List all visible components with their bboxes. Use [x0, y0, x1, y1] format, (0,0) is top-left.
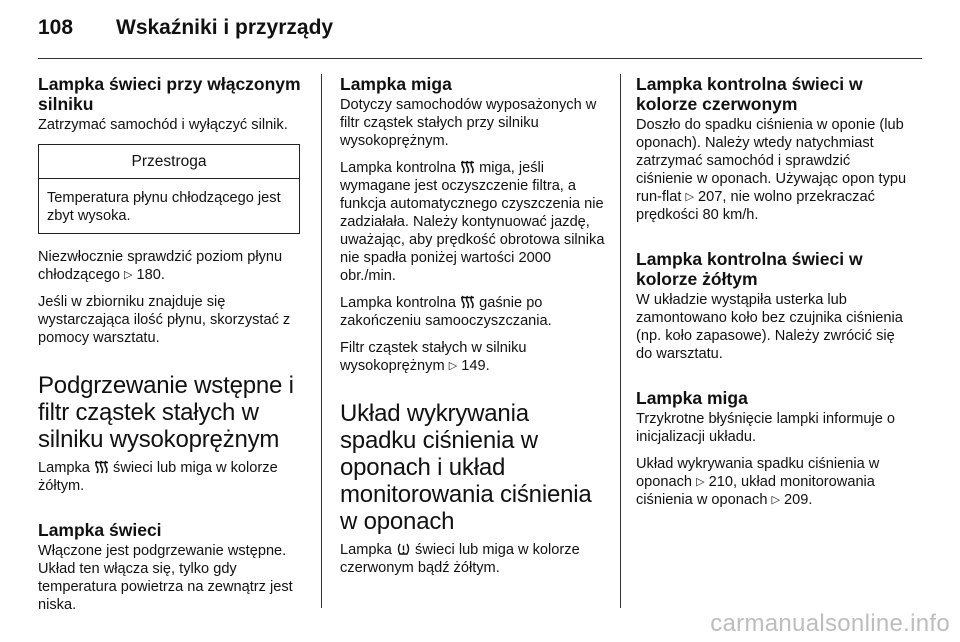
paragraph: Jeśli w zbiorniku znajduje się wystarczająca ilość płynu, skorzystać z pomocy warsztatu. [38, 294, 291, 346]
section-heading: Lampka kontrolna świeci w kolorze żółtym [636, 249, 863, 289]
page-reference[interactable]: 180 [136, 267, 161, 283]
warning-body: Temperatura płynu chłodzącego jest zbyt wysoka. [47, 190, 281, 224]
page-header [38, 16, 922, 46]
reference-arrow-icon: ▷ [124, 269, 133, 281]
column-divider [620, 74, 621, 608]
reference-arrow-icon: ▷ [448, 360, 458, 372]
paragraph: Układ wykrywania spadku ciśnienia w oponach ▷ 210, układ monitorowania ciśnienia w oponach ▷ 209. [636, 456, 880, 508]
reference-arrow-icon: ▷ [771, 494, 780, 506]
paragraph: Dotyczy samochodów wyposażonych w filtr cząstek stałych przy silniku wysokoprężnym. [340, 97, 597, 149]
tire-pressure-icon [396, 542, 411, 556]
paragraph: Lampka kontrolna miga, jeśli wymagane jest oczyszczenie filtra, a funkcja automatycznego czyszczenia nie zadziałała. Należy kontynuować jazdę, uważając, aby prędkość obrotowa silnika nie spadła poniżej wartości 2000 obr./min. [340, 160, 605, 284]
page-title: Wskaźniki i przyrządy [116, 16, 334, 39]
paragraph: W układzie wystąpiła usterka lub zamontowano koło bez czujnika ciśnienia (np. koło zapasowe). Należy zwrócić się do warsztatu. [636, 292, 903, 362]
paragraph: Niezwłocznie sprawdzić poziom płynu chłodzącego ▷ 180. [38, 249, 283, 283]
section-heading: Lampka świeci przy włączonym silniku [38, 74, 301, 114]
warning-box [38, 144, 300, 234]
page-reference[interactable]: 207 [698, 189, 723, 205]
section-heading: Lampka świeci [38, 520, 162, 540]
paragraph: Lampka świeci lub miga w kolorze żółtym. [38, 460, 278, 494]
page-number: 108 [38, 16, 74, 39]
paragraph: Włączone jest podgrzewanie wstępne. Układ ten włącza się, tylko gdy temperatura powietrza na zewnątrz jest niska. [38, 543, 293, 613]
paragraph: Lampka świeci lub miga w kolorze czerwonym bądź żółtym. [340, 542, 580, 576]
page-reference[interactable]: 209 [784, 492, 809, 508]
glow-plug-icon [460, 160, 475, 174]
page-reference[interactable]: 210 [708, 474, 733, 490]
paragraph: Trzykrotne błyśnięcie lampki informuje o inicjalizacji układu. [636, 411, 895, 445]
header-rule [38, 58, 922, 59]
section-heading: Lampka miga [340, 74, 452, 94]
section-title: Układ wykrywania spadku ciśnienia w oponach i układ monitorowania ciśnienia w oponach [340, 400, 592, 535]
column-3 [636, 74, 908, 518]
paragraph: Doszło do spadku ciśnienia w oponie (lub oponach). Należy wtedy natychmiast zatrzymać samochód i sprawdzić ciśnienie w oponach. Używając opon typu run-flat ▷ 207, nie wolno przekraczać prędkości 80 km/h. [636, 117, 907, 223]
paragraph: Filtr cząstek stałych w silniku wysokoprężnym ▷ 149. [340, 340, 527, 374]
section-heading: Lampka miga [636, 388, 748, 408]
glow-plug-icon [460, 295, 475, 309]
column-divider [321, 74, 322, 608]
section-heading: Lampka kontrolna świeci w kolorze czerwonym [636, 74, 863, 114]
warning-title: Przestroga [39, 145, 299, 179]
paragraph: Lampka kontrolna gaśnie po zakończeniu samooczyszczania. [340, 295, 552, 329]
page-reference[interactable]: 149 [461, 358, 486, 374]
section-title: Podgrzewanie wstępne i filtr cząstek stałych w silniku wysokoprężnym [38, 372, 294, 453]
column-1 [38, 74, 302, 623]
glow-plug-icon [94, 460, 109, 474]
reference-arrow-icon: ▷ [685, 191, 694, 203]
column-2 [340, 74, 606, 586]
reference-arrow-icon: ▷ [696, 476, 705, 488]
watermark: carmanualsonline.info [710, 610, 950, 637]
paragraph: Zatrzymać samochód i wyłączyć silnik. [38, 117, 288, 133]
